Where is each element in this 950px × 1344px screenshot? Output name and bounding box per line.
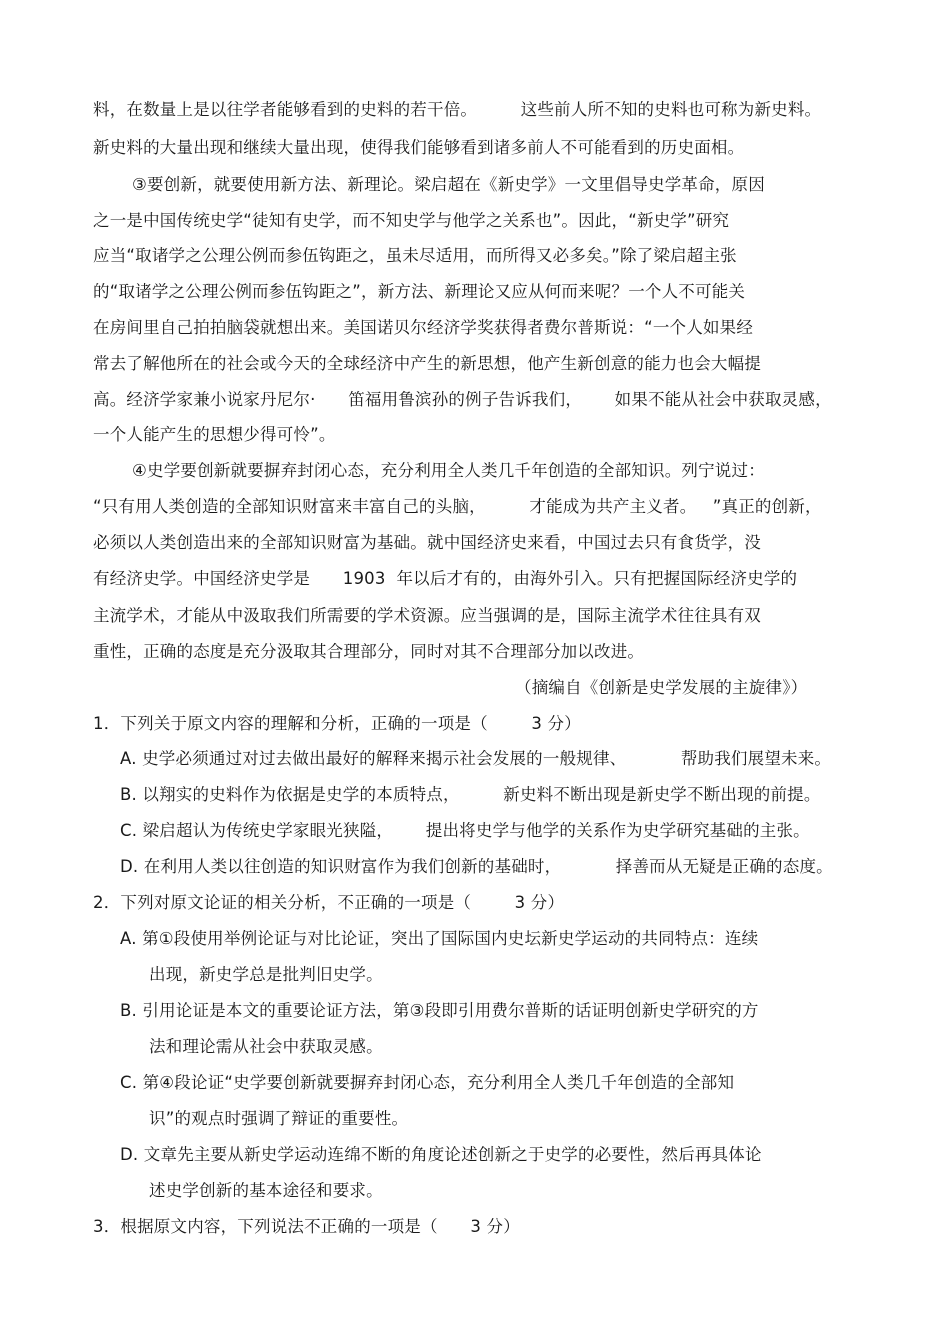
passage-line: 在房间里自己拍拍脑袋就想出来。美国诺贝尔经济学奖获得者费尔普斯说：“一个人如果经 bbox=[93, 318, 754, 337]
passage-line: 新史料的大量出现和继续大量出现，使得我们能够看到诸多前人不可能看到的历史面相。 bbox=[93, 138, 745, 157]
passage-line: 常去了解他所在的社会或今天的全球经济中产生的新思想，他产生新创意的能力也会大幅提 bbox=[93, 354, 761, 373]
passage-line: 一个人能产生的思想少得可怜”。 bbox=[93, 425, 336, 444]
question-option: A. 第①段使用举例论证与对比论证，突出了国际国内史坛新史学运动的共同特点：连续 bbox=[120, 929, 759, 948]
question-option-continuation: 识”的观点时强调了辩证的重要性。 bbox=[149, 1109, 409, 1128]
passage-line: “只有用人类创造的全部知识财富来丰富自己的头脑， 才能成为共产主义者。 ”真正的创新， bbox=[93, 497, 822, 516]
question-option: B. 引用论证是本文的重要论证方法，第③段即引用费尔普斯的话证明创新史学研究的方 bbox=[120, 1001, 759, 1020]
passage-line: 之一是中国传统史学“徒知有史学，而不知史学与他学之关系也”。因此，“新史学”研究 bbox=[93, 211, 730, 230]
passage-line: 重性，正确的态度是充分汲取其合理部分，同时对其不合理部分加以改进。 bbox=[93, 642, 645, 661]
question-option: C. 梁启超认为传统史学家眼光狭隘， 提出将史学与他学的关系作为史学研究基础的主张。 bbox=[120, 821, 810, 840]
question-option: C. 第④段论证“史学要创新就要摒弃封闭心态，充分利用全人类几千年创造的全部知 bbox=[120, 1073, 735, 1092]
question-option: B. 以翔实的史料作为依据是史学的本质特点， 新史料不断出现是新史学不断出现的前提。 bbox=[120, 785, 821, 804]
question-option-continuation: 法和理论需从社会中获取灵感。 bbox=[149, 1037, 383, 1056]
question-stem: 3．根据原文内容，下列说法不正确的一项是（ 3 分） bbox=[93, 1217, 520, 1236]
passage-line: 主流学术，才能从中汲取我们所需要的学术资源。应当强调的是，国际主流学术往往具有双 bbox=[93, 606, 761, 625]
passage-source: （摘编自《创新是史学发展的主旋律》） bbox=[515, 678, 808, 697]
passage-line: 高。经济学家兼小说家丹尼尔· 笛福用鲁滨孙的例子告诉我们， 如果不能从社会中获取灵感， bbox=[93, 390, 832, 409]
question-option: D. 文章先主要从新史学运动连绵不断的角度论述创新之于史学的必要性，然后再具体论 bbox=[120, 1145, 762, 1164]
question-stem: 1．下列关于原文内容的理解和分析，正确的一项是（ 3 分） bbox=[93, 714, 581, 733]
question-option-continuation: 出现，新史学总是批判旧史学。 bbox=[149, 965, 383, 984]
question-option: D. 在利用人类以往创造的知识财富作为我们创新的基础时， 择善而从无疑是正确的态度。 bbox=[120, 857, 833, 876]
passage-line: 应当“取诸学之公理公例而参伍钩距之，虽未尽适用，而所得又必多矣。”除了梁启超主张 bbox=[93, 246, 737, 265]
question-stem: 2．下列对原文论证的相关分析，不正确的一项是（ 3 分） bbox=[93, 893, 565, 912]
passage-line: 有经济史学。中国经济史学是 1903 年以后才有的，由海外引入。只有把握国际经济史学的 bbox=[93, 569, 798, 588]
passage-line: 料，在数量上是以往学者能够看到的史料的若干倍。 这些前人所不知的史料也可称为新史料。 bbox=[93, 100, 822, 119]
passage-line: 必须以人类创造出来的全部知识财富为基础。就中国经济史来看，中国过去只有食货学，没 bbox=[93, 533, 761, 552]
question-option-continuation: 述史学创新的基本途径和要求。 bbox=[149, 1181, 383, 1200]
question-option: A. 史学必须通过对过去做出最好的解释来揭示社会发展的一般规律、 帮助我们展望未来。 bbox=[120, 749, 832, 768]
passage-line: 的“取诸学之公理公例而参伍钩距之”，新方法、新理论又应从何而来呢？一个人不可能关 bbox=[93, 282, 746, 301]
passage-line: ③要创新，就要使用新方法、新理论。梁启超在《新史学》一文里倡导史学革命，原因 bbox=[132, 175, 765, 194]
passage-line: ④史学要创新就要摒弃封闭心态，充分利用全人类几千年创造的全部知识。列宁说过： bbox=[132, 461, 765, 480]
